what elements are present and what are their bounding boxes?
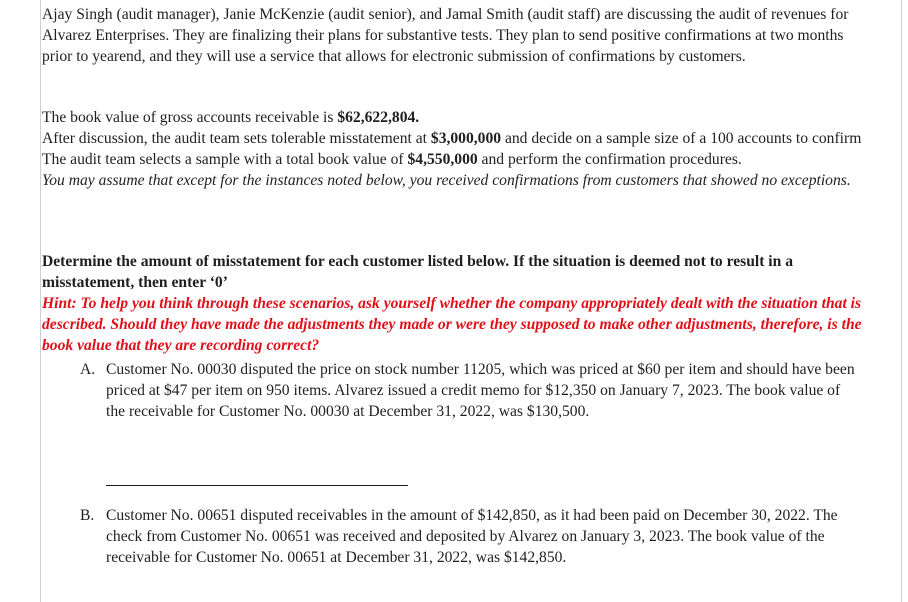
item-b-text: Customer No. 00651 disputed receivables in the amount of $142,850, as it had been paid on December 30, 2022. The check from Customer No. 00651 was received and deposited by Alvarez on January 3, 2023. The book value of the receivable for Customer No. 00651 at December 31, 2022, was $142,850. (106, 507, 838, 566)
instruction-heading: Determine the amount of misstatement for each customer listed below. If the situation is deemed not to result in a misstatement, then enter ‘0’ (42, 253, 794, 291)
facts-paragraph (42, 107, 862, 191)
tolerable-amount: $3,000,000 (430, 130, 502, 147)
tolerable-label: After discussion, the audit team sets tolerable misstatement at (42, 130, 431, 147)
item-b-label: B. (80, 507, 95, 524)
sample-suffix: and perform the confirmation procedures. (477, 151, 742, 168)
page-left-border (40, 0, 41, 602)
tolerable-suffix: and decide on a sample size of a 100 accounts to confirm (501, 130, 862, 147)
sample-amount: $4,550,000 (407, 151, 478, 168)
assumption-note: You may assume that except for the instances noted below, you received confirmations from customers that showed no exceptions. (42, 172, 851, 189)
hint-text: Hint: To help you think through these scenarios, ask yourself whether the company appropriately dealt with the situation that is described. Should they have made the adjustments they made or were they supposed to make other adjustments, therefore, is the book value that they are recording correct? (42, 295, 862, 354)
book-value-amount: $62,622,804. (337, 109, 420, 126)
item-a-label: A. (80, 361, 96, 378)
sample-label: The audit team selects a sample with a total book value of (42, 151, 408, 168)
intro-paragraph: Ajay Singh (audit manager), Janie McKenzie (audit senior), and Jamal Smith (audit staff) are discussing the audit of revenues for Alvarez Enterprises. They are finalizing their plans for substantive tests. They plan to send positive confirmations at two months prior to yearend, and they will use a service that allows for electronic submission of confirmations by customers. (42, 6, 849, 65)
answer-line-a[interactable] (106, 485, 408, 486)
book-value-label: The book value of gross accounts receivable is (42, 109, 338, 126)
page-right-border (901, 0, 902, 602)
item-a-text: Customer No. 00030 disputed the price on stock number 11205, which was priced at $60 per item and should have been priced at $47 per item on 950 items. Alvarez issued a credit memo for $12,350 on January 7, 2023. The book value of the receivable for Customer No. 00030 at December 31, 2022, was $130,500. (106, 361, 855, 420)
